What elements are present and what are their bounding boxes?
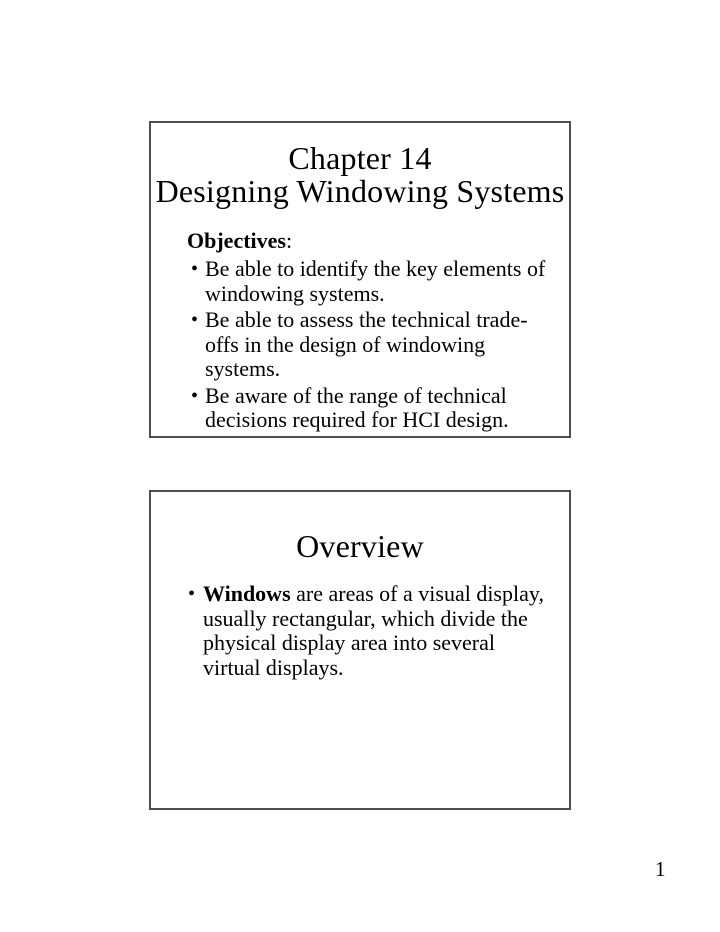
list-item [191,384,553,433]
list-item [188,582,549,680]
page-number: 1 [655,857,666,881]
objectives-list [191,257,553,433]
overview-list [188,582,549,680]
list-item [191,257,553,306]
objectives-heading-word: Objectives [187,228,286,253]
slide-2-title: Overview [296,528,424,564]
slide-1-title-line-2: Designing Windowing Systems [155,173,565,209]
objectives-heading-colon: : [285,228,293,253]
list-item-text: are areas of a visual display, usually rectangular, which divide the physical display area into several virtual displays. [203,581,544,680]
list-item-text: Be able to identify the key elements of windowing systems. [205,256,546,306]
slide-2 [149,490,571,810]
slide-1-title-line-1: Chapter 14 [288,140,432,176]
objectives-heading [187,228,569,253]
slide-1 [149,121,571,438]
bullet-lead-term: Windows [203,581,291,606]
list-item-text: Be able to assess the technical trade-offs in the design of windowing systems. [205,307,528,381]
slide-1-title [151,142,569,208]
list-item [191,308,553,382]
list-item-text: Be aware of the range of technical decisions required for HCI design. [205,382,509,432]
